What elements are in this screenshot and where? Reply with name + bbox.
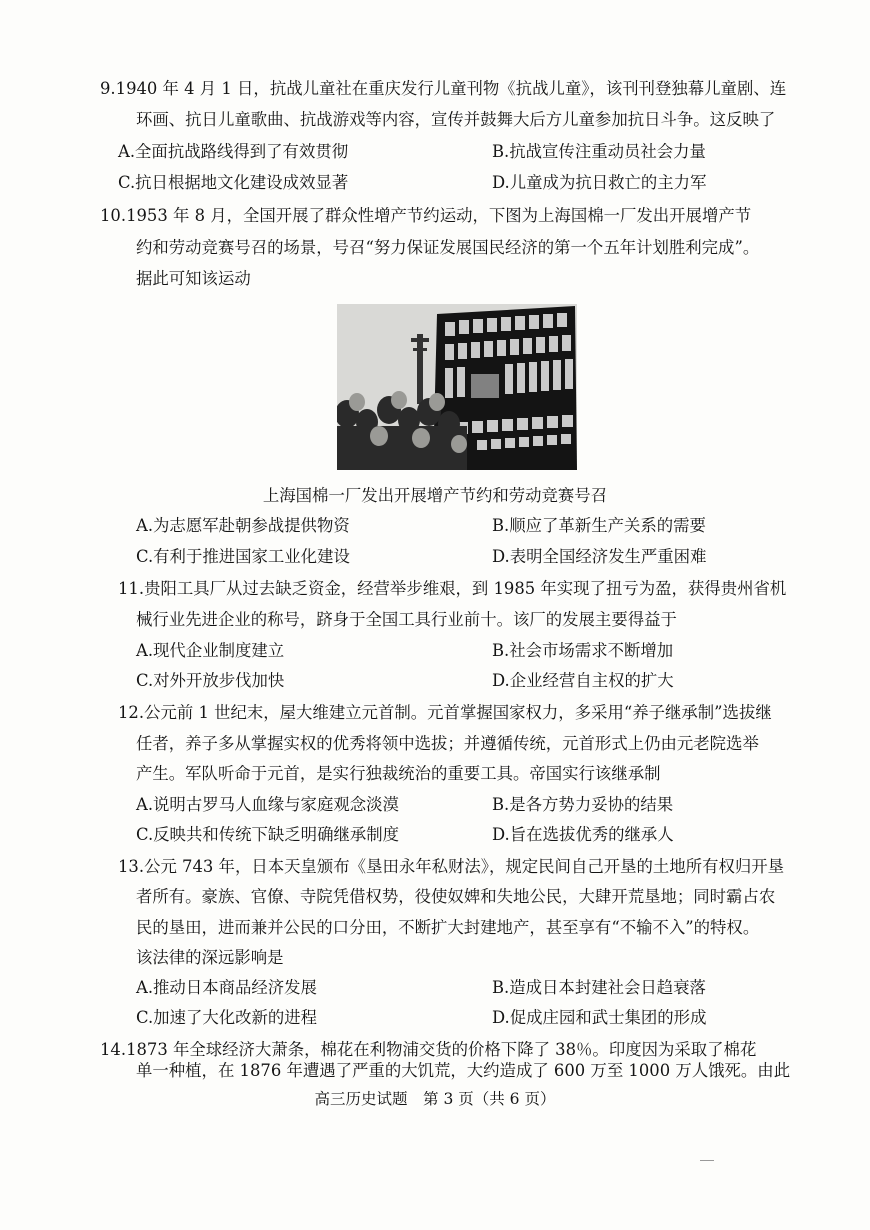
q12-option-a[interactable]: A.说明古罗马人血缘与家庭观念淡漠 (136, 795, 399, 814)
q11-option-d[interactable]: D.企业经营自主权的扩大 (492, 671, 674, 690)
q9-option-d[interactable]: D.儿童成为抗日救亡的主力军 (492, 173, 707, 192)
q13-line-2: 者所有。豪族、官僚、寺院凭借权势，役使奴婢和失地公民，大肆开荒垦地；同时霸占农 (136, 887, 776, 906)
q13-line-3: 民的垦田，进而兼并公民的口分田，不断扩大封建地产，甚至享有“不输不入”的特权。 (136, 918, 760, 937)
q11-line-2: 械行业先进企业的称号，跻身于全国工具行业前十。该厂的发展主要得益于 (136, 610, 677, 629)
q9-option-b[interactable]: B.抗战宣传注重动员社会力量 (492, 142, 706, 161)
q14-line-2: 单一种植，在 1876 年遭遇了严重的大饥荒，大约造成了 600 万至 1000 万人饿死。由此 (136, 1061, 791, 1080)
photo-caption: 上海国棉一厂发出开展增产节约和劳动竞赛号召 (262, 486, 608, 505)
q13-option-b[interactable]: B.造成日本封建社会日趋衰落 (492, 978, 706, 997)
page-footer: 高三历史试题 第 3 页（共 6 页） (314, 1090, 556, 1108)
q11-option-a[interactable]: A.现代企业制度建立 (136, 641, 285, 660)
q9-line-2: 环画、抗日儿童歌曲、抗战游戏等内容，宣传并鼓舞大后方儿童参加抗日斗争。这反映了 (136, 110, 776, 129)
q13-option-c[interactable]: C.加速了大化改新的进程 (136, 1008, 318, 1027)
q10-option-c[interactable]: C.有利于推进国家工业化建设 (136, 547, 350, 566)
q10-option-b[interactable]: B.顺应了革新生产关系的需要 (492, 516, 706, 535)
q10-line-3: 据此可知该运动 (136, 269, 251, 288)
q11-option-c[interactable]: C.对外开放步伐加快 (136, 671, 285, 690)
q13-option-a[interactable]: A.推动日本商品经济发展 (136, 978, 317, 997)
q14-line-1: 14.1873 年全球经济大萧条，棉花在利物浦交货的价格下降了 38％。印度因为采取了棉花 (100, 1040, 757, 1059)
q11-line-1: 11.贵阳工具厂从过去缺乏资金，经营举步维艰，到 1985 年实现了扭亏为盈，获得贵州省机 (118, 579, 787, 598)
q13-line-1: 13.公元 743 年，日本天皇颁布《垦田永年私财法》，规定民间自己开垦的土地所有权归开垦 (118, 857, 785, 876)
q13-line-4: 该法律的深远影响是 (136, 948, 284, 967)
q12-option-b[interactable]: B.是各方势力妥协的结果 (492, 795, 674, 814)
q13-option-d[interactable]: D.促成庄园和武士集团的形成 (492, 1008, 707, 1027)
factory-rally-photo (337, 304, 577, 470)
q12-line-1: 12.公元前 1 世纪末，屋大维建立元首制。元首掌握国家权力，多采用“养子继承制”选拔继 (118, 703, 772, 722)
factory-rally-photo-drawing (337, 304, 577, 470)
q10-option-a[interactable]: A.为志愿军赴朝参战提供物资 (136, 516, 350, 535)
q9-option-a[interactable]: A.全面抗战路线得到了有效贯彻 (118, 142, 349, 161)
q12-line-3: 产生。军队听命于元首，是实行独裁统治的重要工具。帝国实行该继承制 (136, 764, 661, 783)
q10-option-d[interactable]: D.表明全国经济发生严重困难 (492, 547, 707, 566)
scan-mark (700, 1160, 714, 1161)
q10-line-1: 10.1953 年 8 月，全国开展了群众性增产节约运动，下图为上海国棉一厂发出开展增产节 (100, 206, 752, 225)
q12-option-d[interactable]: D.旨在选拔优秀的继承人 (492, 825, 674, 844)
q12-line-2: 任者，养子多从掌握实权的优秀将领中选拔；并遵循传统，元首形式上仍由元老院选举 (136, 734, 759, 753)
q9-line-1: 9.1940 年 4 月 1 日，抗战儿童社在重庆发行儿童刊物《抗战儿童》，该刊刊登独幕儿童剧、连 (100, 79, 787, 98)
q10-line-2: 约和劳动竞赛号召的场景，号召“努力保证发展国民经济的第一个五年计划胜利完成”。 (136, 238, 760, 257)
q9-option-c[interactable]: C.抗日根据地文化建设成效显著 (118, 173, 349, 192)
q12-option-c[interactable]: C.反映共和传统下缺乏明确继承制度 (136, 825, 400, 844)
q11-option-b[interactable]: B.社会市场需求不断增加 (492, 641, 674, 660)
